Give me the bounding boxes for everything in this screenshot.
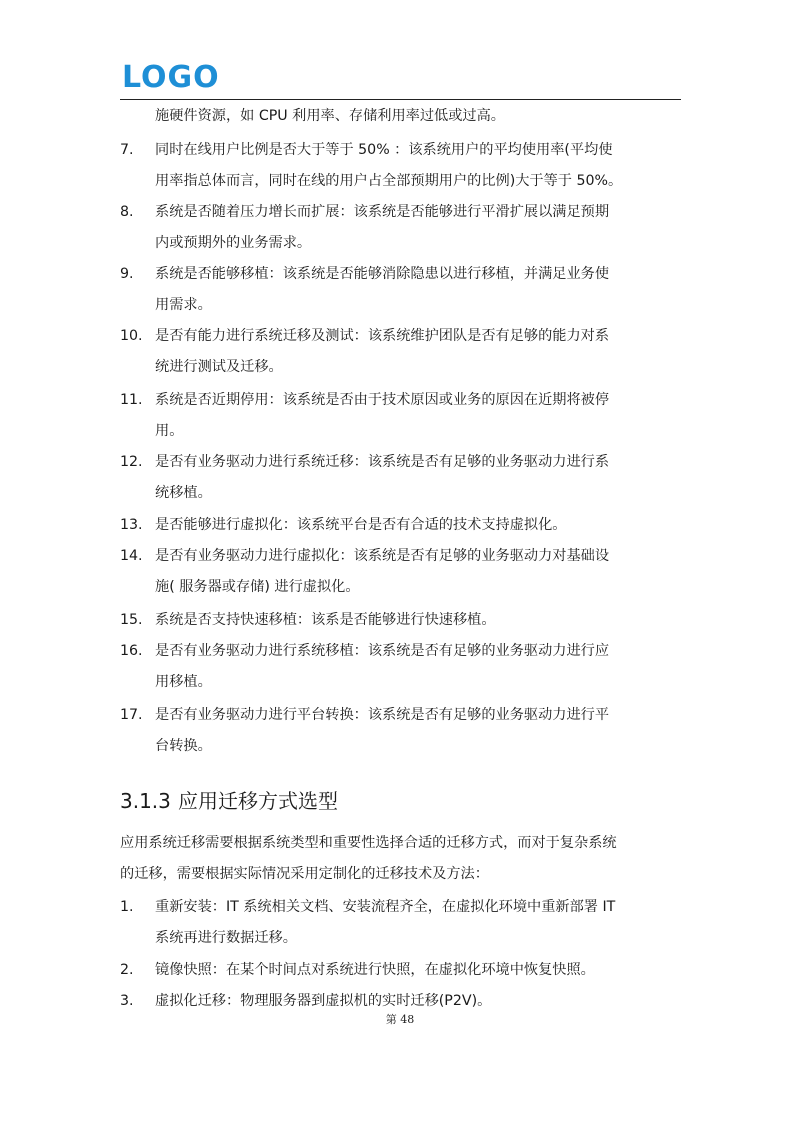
list-text-line: 施( 服务器或存储) 进行虚拟化。 (155, 579, 360, 595)
list-number: 8. (120, 204, 134, 220)
list-text-line: 统移植。 (155, 485, 212, 501)
intro-paragraph-line: 应用系统迁移需要根据系统类型和重要性选择合适的迁移方式，而对于复杂系统 (120, 835, 617, 851)
list-text-line: 是否有业务驱动力进行虚拟化：该系统是否有足够的业务驱动力对基础设 (155, 548, 610, 564)
list-text-line: 台转换。 (155, 738, 212, 754)
list-text-line: 是否能够进行虚拟化：该系统平台是否有合适的技术支持虚拟化。 (155, 517, 567, 533)
list-text-line: 内或预期外的业务需求。 (155, 235, 312, 251)
logo: LOGO (122, 60, 220, 95)
list-text-line: 用。 (155, 423, 184, 439)
list-text-line: 是否有业务驱动力进行平台转换：该系统是否有足够的业务驱动力进行平 (155, 707, 610, 723)
page-number: 第 48 (385, 1013, 415, 1026)
list-number: 14. (120, 548, 143, 564)
header-rule (120, 99, 681, 100)
list-text-line: 虚拟化迁移：物理服务器到虚拟机的实时迁移(P2V)。 (155, 993, 492, 1009)
list-text-line: 同时在线用户比例是否大于等于 50% ：该系统用户的平均使用率(平均使 (155, 142, 613, 158)
list-text-line: 系统是否近期停用：该系统是否由于技术原因或业务的原因在近期将被停 (155, 392, 610, 408)
list-number: 3. (120, 993, 134, 1009)
list-text-line: 用率指总体而言，同时在线的用户占全部预期用户的比例)大于等于 50%。 (155, 173, 623, 189)
list-text-line: 是否有业务驱动力进行系统移植：该系统是否有足够的业务驱动力进行应 (155, 643, 610, 659)
list-text-line: 系统是否支持快速移植：该系是否能够进行快速移植。 (155, 612, 496, 628)
list-text-line: 是否有能力进行系统迁移及测试：该系统维护团队是否有足够的能力对系 (155, 328, 610, 344)
list-text-line: 用需求。 (155, 297, 212, 313)
list-number: 13. (120, 517, 143, 533)
list-text-line: 系统是否随着压力增长而扩展：该系统是否能够进行平滑扩展以满足预期 (155, 204, 610, 220)
list-number: 15. (120, 612, 143, 628)
list-number: 2. (120, 962, 134, 978)
list-number: 12. (120, 454, 143, 470)
list-number: 1. (120, 899, 134, 915)
continuation-line: 施硬件资源，如 CPU 利用率、存储利用率过低或过高。 (155, 108, 505, 124)
list-text-line: 重新安装：IT 系统相关文档、安装流程齐全，在虚拟化环境中重新部署 IT (155, 899, 616, 915)
intro-paragraph-line: 的迁移，需要根据实际情况采用定制化的迁移技术及方法： (120, 866, 489, 882)
list-text-line: 系统再进行数据迁移。 (155, 930, 297, 946)
section-heading (120, 787, 338, 815)
list-text-line: 系统是否能够移植：该系统是否能够消除隐患以进行移植，并满足业务使 (155, 266, 610, 282)
list-number: 11. (120, 392, 143, 408)
list-text-line: 是否有业务驱动力进行系统迁移：该系统是否有足够的业务驱动力进行系 (155, 454, 610, 470)
list-text-line: 镜像快照：在某个时间点对系统进行快照，在虚拟化环境中恢复快照。 (155, 962, 595, 978)
list-number: 7. (120, 142, 134, 158)
list-number: 10. (120, 328, 143, 344)
list-number: 16. (120, 643, 143, 659)
list-number: 9. (120, 266, 134, 282)
list-number: 17. (120, 707, 143, 723)
section-title: 应用迁移方式选型 (178, 789, 338, 813)
section-number: 3.1.3 (120, 789, 171, 813)
list-text-line: 统进行测试及迁移。 (155, 359, 283, 375)
list-text-line: 用移植。 (155, 674, 212, 690)
